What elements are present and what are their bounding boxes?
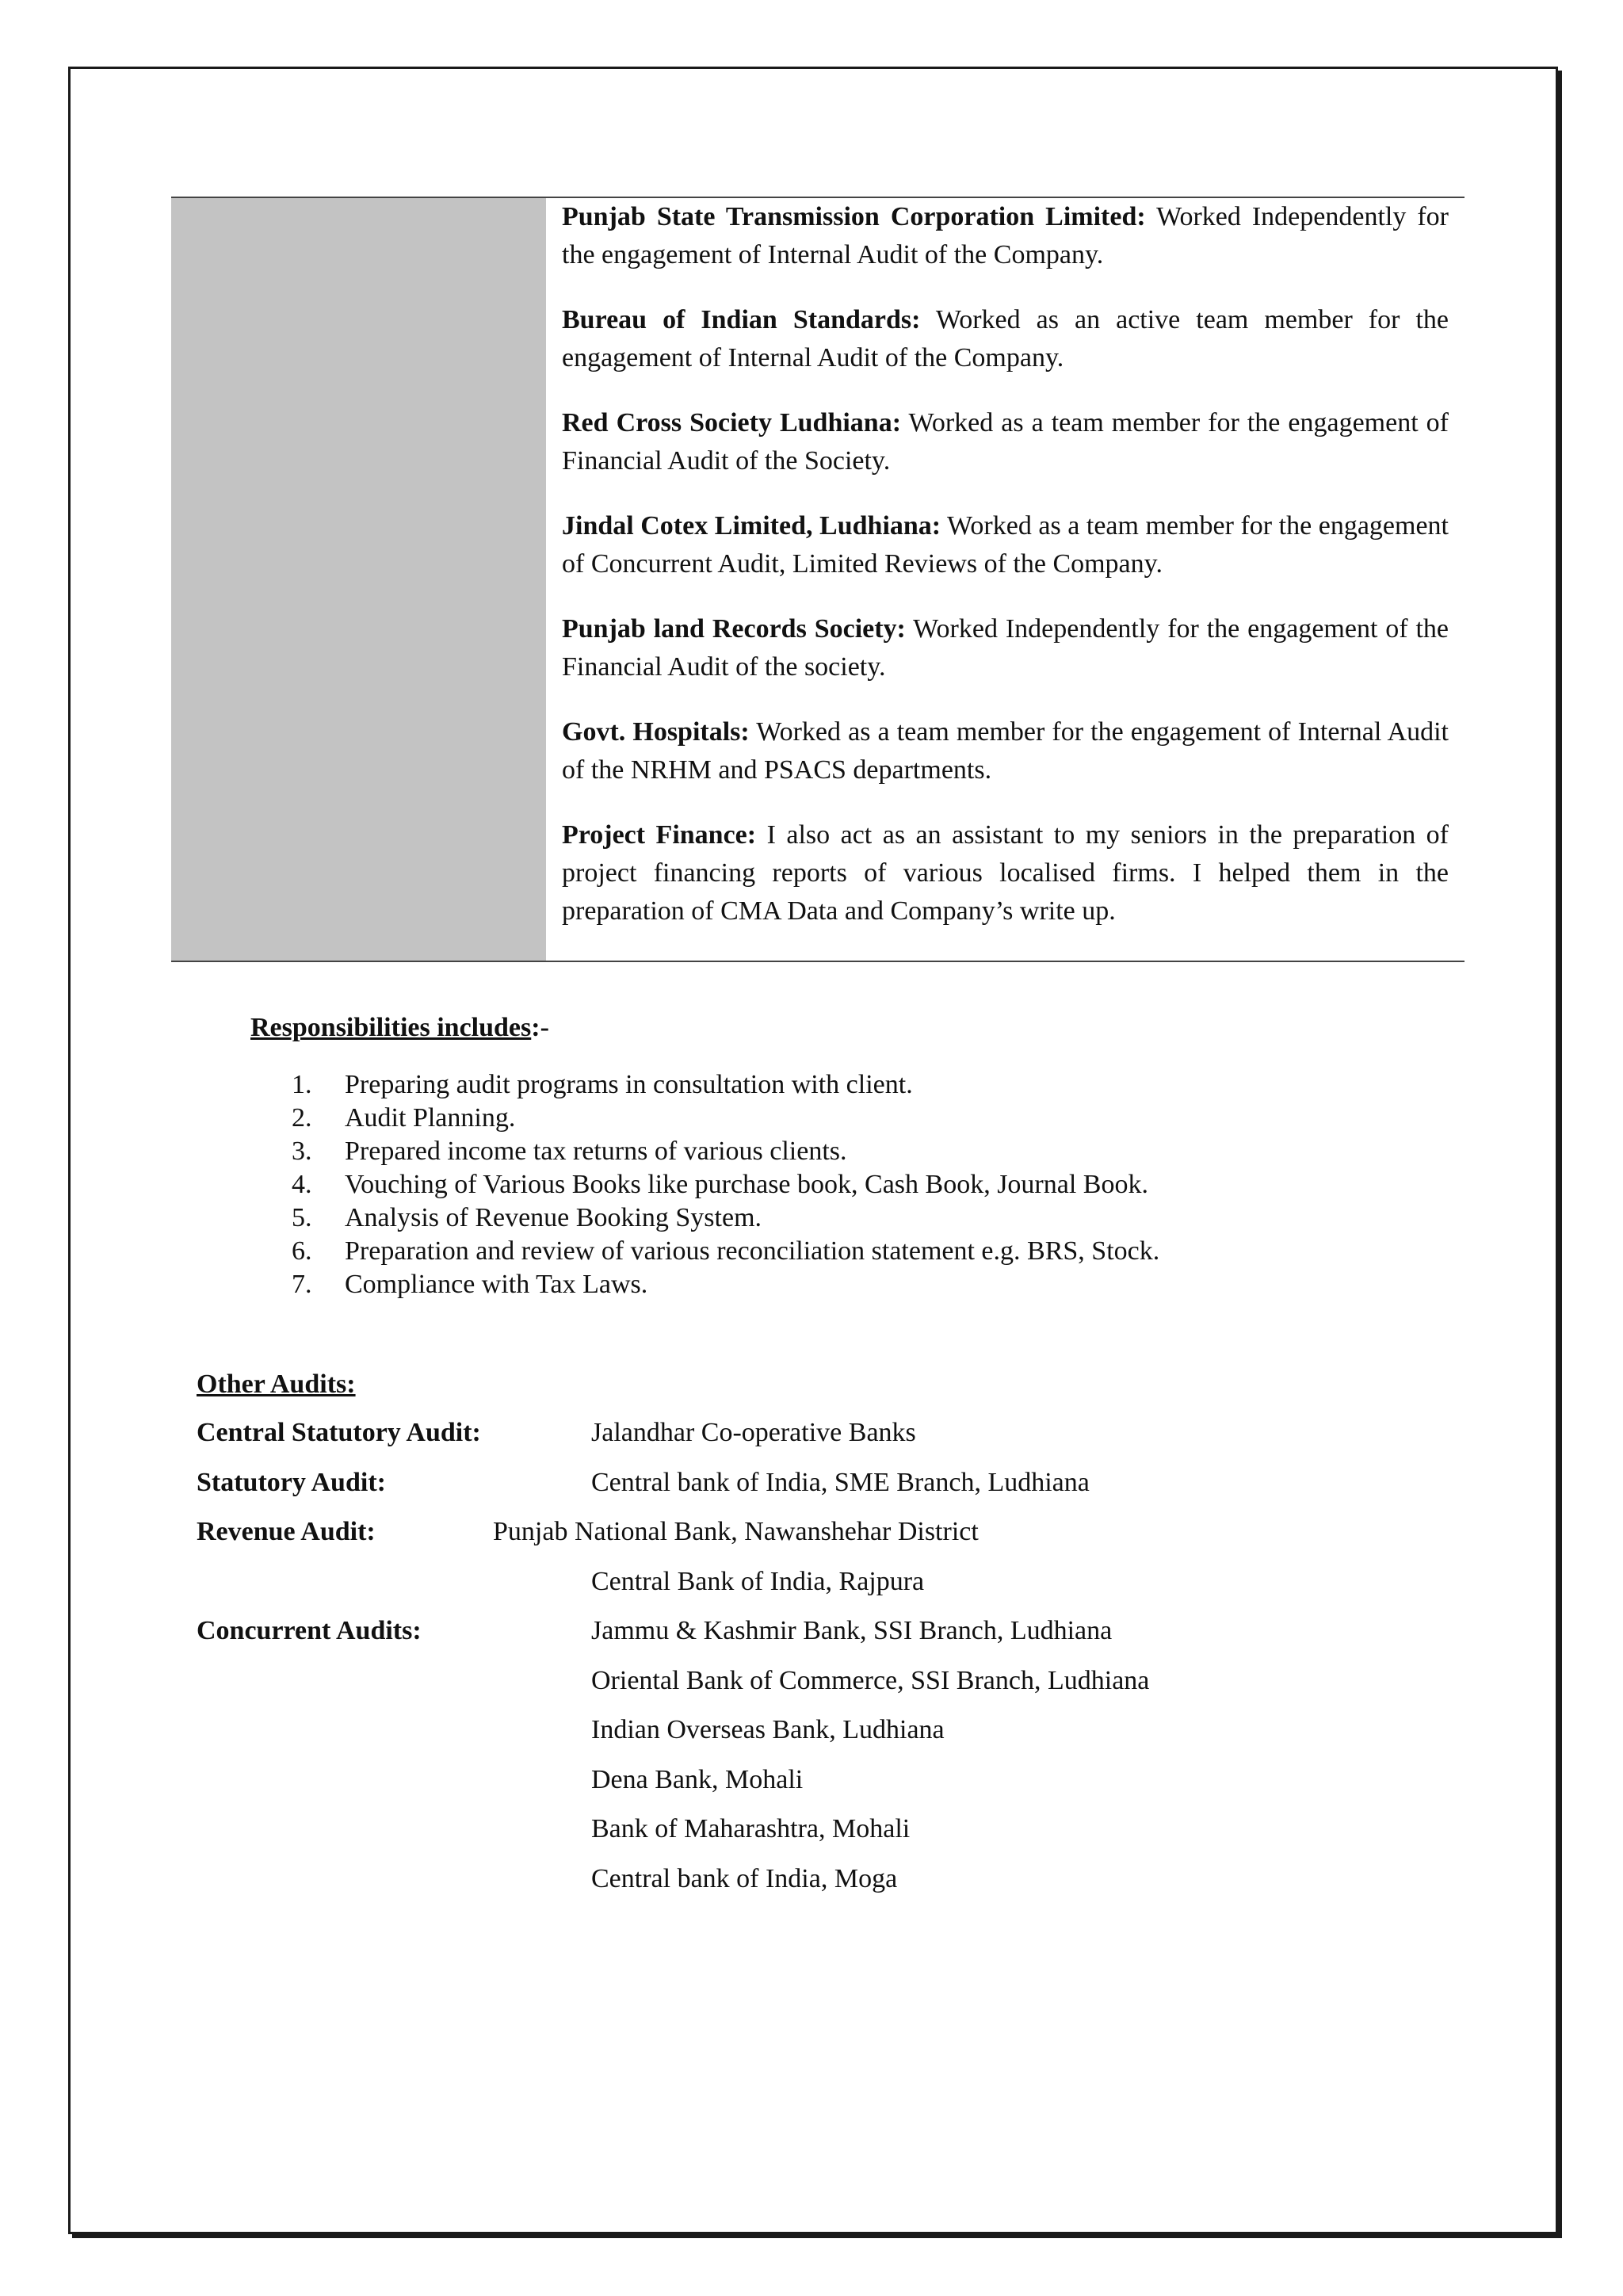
statutory-audit-label: Statutory Audit: (197, 1468, 386, 1497)
statutory-audit-value: Central bank of India, SME Branch, Ludhiana (591, 1468, 1090, 1497)
revenue-audit-label: Revenue Audit: (197, 1517, 376, 1546)
responsibilities-list (292, 1068, 1159, 1301)
revenue-audit-value: Punjab National Bank, Nawanshehar District (493, 1517, 979, 1546)
concurrent-audit-value: Oriental Bank of Commerce, SSI Branch, Ludhiana (591, 1666, 1150, 1695)
list-text: Preparation and review of various reconciliation statement e.g. BRS, Stock. (345, 1236, 1160, 1266)
responsibilities-heading (250, 1013, 549, 1043)
list-item (292, 1235, 1159, 1268)
list-number: 5. (292, 1203, 312, 1232)
list-item (292, 1102, 1159, 1135)
concurrent-audit-value: Central bank of India, Moga (591, 1864, 898, 1893)
experience-sidebar-cell (171, 198, 546, 961)
concurrent-audit-value: Dena Bank, Mohali (591, 1765, 804, 1794)
experience-org: Govt. Hospitals: (562, 717, 750, 747)
list-text: Vouching of Various Books like purchase book, Cash Book, Journal Book. (345, 1170, 1148, 1199)
experience-org: Project Finance: (562, 820, 757, 850)
experience-entry (562, 404, 1449, 480)
experience-org: Bureau of Indian Standards: (562, 305, 921, 334)
concurrent-audits-label: Concurrent Audits: (197, 1616, 422, 1645)
central-statutory-audit-value: Jalandhar Co-operative Banks (591, 1418, 916, 1447)
experience-table (171, 197, 1465, 962)
concurrent-audit-value: Indian Overseas Bank, Ludhiana (591, 1715, 945, 1744)
experience-desc: Worked as an active team member for the engagement of Internal Audit of the Company. (562, 305, 1449, 372)
experience-entry (562, 198, 1449, 274)
list-text: Audit Planning. (345, 1103, 516, 1133)
list-text: Analysis of Revenue Booking System. (345, 1203, 762, 1232)
list-item (292, 1135, 1159, 1168)
list-item (292, 1201, 1159, 1235)
revenue-audit-value: Central Bank of India, Rajpura (591, 1567, 925, 1596)
list-item (292, 1168, 1159, 1201)
experience-org: Red Cross Society Ludhiana: (562, 408, 902, 437)
experience-entry (562, 507, 1449, 583)
concurrent-audit-value: Bank of Maharashtra, Mohali (591, 1814, 911, 1843)
list-number: 6. (292, 1236, 312, 1266)
experience-entry (562, 610, 1449, 686)
responsibilities-heading-suffix: :- (531, 1013, 549, 1042)
experience-entry (562, 816, 1449, 930)
list-text: Preparing audit programs in consultation with client. (345, 1070, 913, 1099)
experience-desc: Worked Independently for the engagement of Internal Audit of the Company. (562, 202, 1449, 269)
list-item (292, 1068, 1159, 1102)
experience-desc: Worked as a team member for the engagement of Financial Audit of the Society. (562, 408, 1449, 476)
experience-org: Jindal Cotex Limited, Ludhiana: (562, 511, 941, 541)
experience-desc: Worked as a team member for the engagement of Concurrent Audit, Limited Reviews of the Company. (562, 511, 1449, 579)
list-number: 4. (292, 1170, 312, 1199)
list-number: 7. (292, 1270, 312, 1299)
list-text: Compliance with Tax Laws. (345, 1270, 648, 1299)
central-statutory-audit-label: Central Statutory Audit: (197, 1418, 481, 1447)
experience-org: Punjab State Transmission Corporation Limited: (562, 202, 1146, 231)
other-audits-heading: Other Audits: (197, 1370, 356, 1399)
experience-desc: Worked as a team member for the engagement of Internal Audit of the NRHM and PSACS departments. (562, 717, 1449, 785)
responsibilities-heading-text: Responsibilities includes (250, 1013, 532, 1042)
list-number: 1. (292, 1070, 312, 1099)
experience-desc: Worked Independently for the engagement of the Financial Audit of the society. (562, 614, 1449, 682)
list-number: 3. (292, 1137, 312, 1166)
experience-content-cell (546, 198, 1465, 961)
list-number: 2. (292, 1103, 312, 1133)
list-item (292, 1268, 1159, 1301)
experience-entry (562, 301, 1449, 377)
experience-entry (562, 713, 1449, 789)
experience-org: Punjab land Records Society: (562, 614, 906, 644)
experience-desc: I also act as an assistant to my seniors in the preparation of project financing reports of various localised firms. I helped them in the preparation of CMA Data and Company’s write up. (562, 820, 1449, 926)
list-text: Prepared income tax returns of various clients. (345, 1137, 847, 1166)
concurrent-audit-value: Jammu & Kashmir Bank, SSI Branch, Ludhiana (591, 1616, 1113, 1645)
